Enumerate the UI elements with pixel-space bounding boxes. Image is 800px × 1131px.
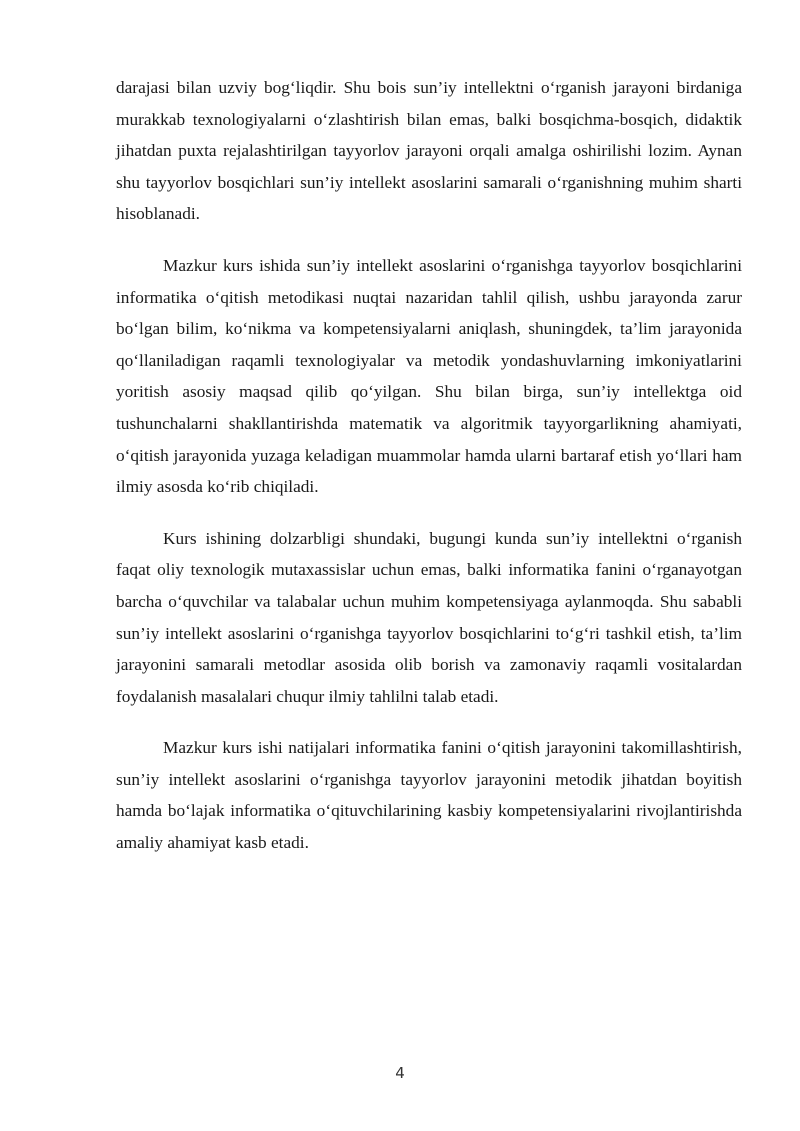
paragraph-results: Mazkur kurs ishi natijalari informatika fanini o‘qitish jarayonini takomillashtirish, sun’iy intellekt asoslarini o‘rganishga tayyorlov jarayonini metodik jihatdan boyitish hamda bo‘lajak informatika o‘qituvchilarining kasbiy kompetensiyalarini rivojlantirishda amaliy ahamiyat kasb etadi. — [116, 738, 742, 853]
document-body — [116, 72, 742, 879]
paragraph-course-goal: Mazkur kurs ishida sun’iy intellekt asoslarini o‘rganishga tayyorlov bosqichlarini informatika o‘qitish metodikasi nuqtai nazaridan tahlil qilish, ushbu jarayonda zarur bo‘lgan bilim, ko‘nikma va kompetensiyalarni aniqlash, shuningdek, ta’lim jarayonida qo‘llaniladigan raqamli texnologiyalar va metodik yondashuvlarning imkoniyatlarini yoritish asosiy maqsad qilib qo‘yilgan. Shu bilan birga, sun’iy intellektga oid tushunchalarni shakllantirishda matematik va algoritmik tayyorgarlikning ahamiyati, o‘qitish jarayonida yuzaga keladigan muammolar hamda ularni bartaraf etish yo‘llari ham ilmiy asosda ko‘rib chiqiladi. — [116, 255, 742, 497]
page-number: 4 — [395, 1064, 405, 1082]
paragraph-continuation: darajasi bilan uzviy bog‘liqdir. Shu bois sun’iy intellektni o‘rganish jarayoni birdaniga murakkab texnologiyalarni o‘zlashtirish bilan emas, balki bosqichma-bosqich, didaktik jihatdan puxta rejalashtirilgan tayyorlov jarayoni orqali amalga oshirilishi lozim. Aynan shu tayyorlov bosqichlari sun’iy intellekt asoslarini samarali o‘rganishning muhim sharti hisoblanadi. — [116, 78, 742, 224]
paragraph-relevance: Kurs ishining dolzarbligi shundaki, bugungi kunda sun’iy intellektni o‘rganish faqat oliy texnologik mutaxassislar uchun emas, balki informatika fanini o‘rganayotgan barcha o‘quvchilar va talabalar uchun muhim kompetensiyaga aylanmoqda. Shu sababli sun’iy intellekt asoslarini o‘rganishga tayyorlov bosqichlarini to‘g‘ri tashkil etish, ta’lim jarayonini samarali metodlar asosida olib borish va zamonaviy raqamli vositalardan foydalanish masalalari chuqur ilmiy tahlilni talab etadi. — [116, 528, 742, 706]
